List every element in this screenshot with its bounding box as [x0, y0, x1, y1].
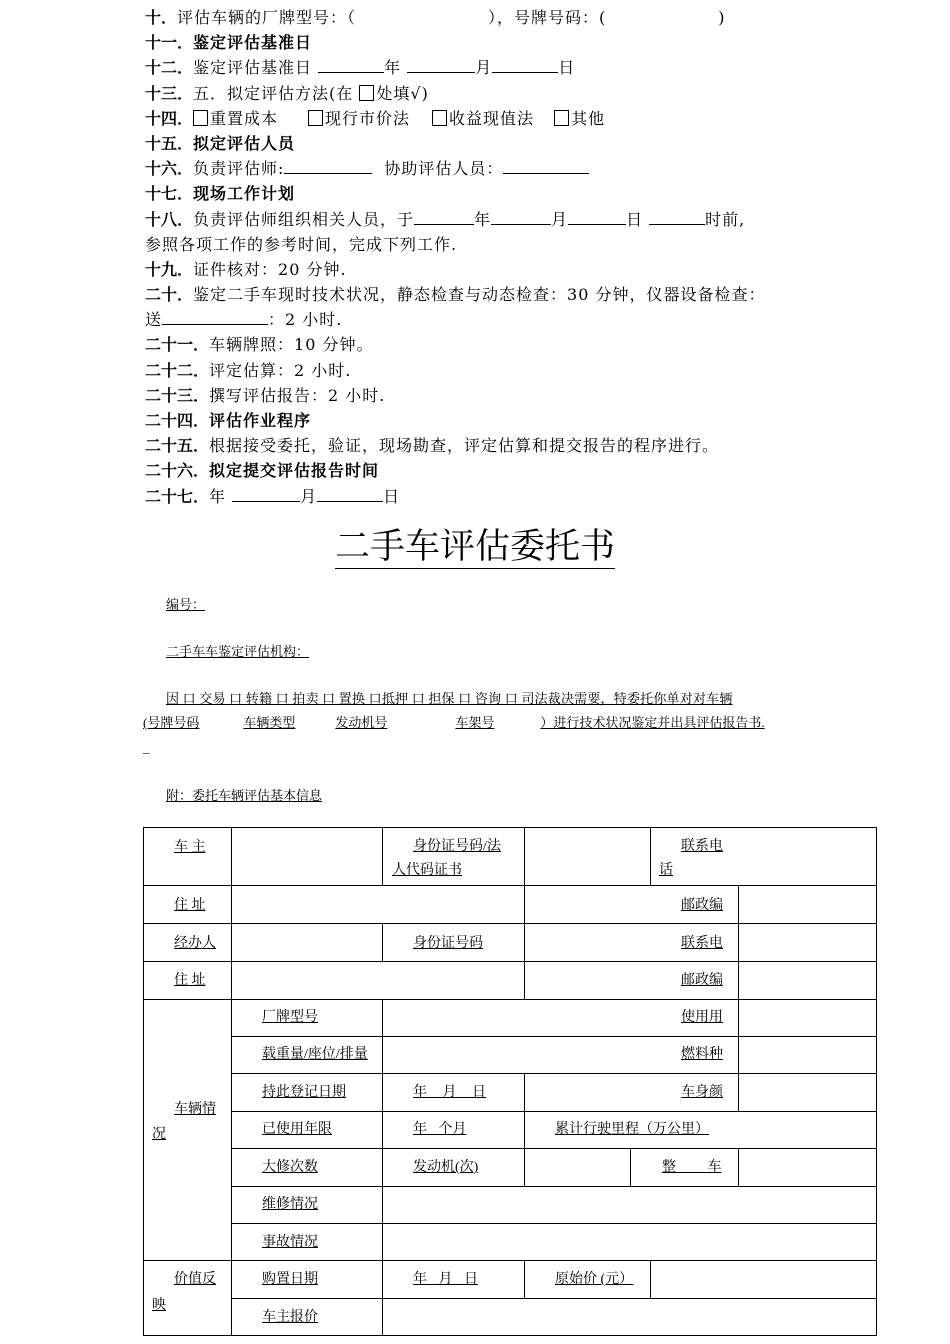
line-15: 十五．拟定评估人员 [145, 133, 296, 153]
agency-line: 二手车车鉴定评估机构： [166, 644, 310, 659]
whole-car-label: 整 车 [662, 1160, 722, 1175]
postcode2-label: 邮政编 [681, 973, 723, 988]
purchase-date-value: 年 月 日 [413, 1272, 478, 1287]
line-26: 二十六．拟定提交评估报告时间 [145, 461, 380, 481]
agent-label: 经办人 [174, 936, 216, 951]
use-label: 使用用 [681, 1010, 723, 1025]
blank-day[interactable] [317, 485, 383, 502]
checkbox-replacement-cost[interactable] [193, 110, 208, 126]
line-18: 十八．负责评估师组织相关人员，于 年 月 日 时前, [145, 209, 746, 229]
postcode-label: 邮政编 [681, 898, 723, 913]
line-10: 十．评估车辆的厂牌型号：（ ），号牌号码：( ) [145, 8, 726, 27]
blank-day[interactable] [568, 208, 626, 225]
checkbox-income-value[interactable] [432, 110, 447, 126]
dash-mark: _ [143, 740, 150, 755]
id-code-label-1: 身份证号码/法 [413, 839, 501, 854]
address2-label: 住 址 [174, 973, 206, 988]
line-12: 十二．鉴定评估基准日 年 月 日 [145, 58, 576, 78]
blank-day[interactable] [492, 56, 558, 73]
mileage-label: 累计行驶里程（万公里） [555, 1122, 709, 1137]
years-used-value: 年 个月 [413, 1122, 467, 1137]
line-17: 十七．现场工作计划 [145, 184, 296, 204]
vehicle-label-2: 况 [152, 1127, 166, 1142]
line-20b: 送 ：2 小时. [145, 310, 343, 330]
checkbox-icon [359, 85, 374, 101]
line-16: 十六．负责评估师: 协助评估人员： [145, 156, 945, 181]
contact-label: 联系电 [681, 936, 723, 951]
line-21: 二十一．车辆牌照：10 分钟。 [145, 335, 374, 355]
fuel-label: 燃料种 [681, 1047, 723, 1062]
vehicle-info-table [143, 827, 877, 1336]
phone-label-1: 联系电 [681, 839, 723, 854]
line-11: 十一．鉴定评估基准日 [145, 33, 313, 53]
blank-send[interactable] [162, 308, 268, 325]
blank-month[interactable] [491, 208, 551, 225]
blank-month[interactable] [232, 485, 300, 502]
line-22: 二十二．评定估算：2 小时. [145, 360, 352, 380]
line-27: 二十七．年 月 日 [145, 486, 401, 506]
reason-line-2: (号牌号码 车辆类型 发动机号 车架号 ）进行技术状况鉴定并出具评估报告书. [143, 715, 765, 730]
owner-label: 车 主 [174, 840, 206, 855]
overhaul-label: 大修次数 [262, 1160, 318, 1175]
line-14: 十四． 重置成本 现行市价法 收益现值法 其他 [145, 108, 606, 128]
line-24: 二十四．评估作业程序 [145, 411, 312, 430]
reg-date-value: 年 月 日 [413, 1085, 486, 1100]
address-label: 住 址 [174, 898, 206, 913]
purchase-date-label: 购置日期 [262, 1272, 318, 1287]
value-label-2: 映 [152, 1298, 166, 1313]
owner-price-label: 车主报价 [262, 1310, 318, 1325]
blank-month[interactable] [407, 56, 475, 73]
line-20: 二十．鉴定二手车现时技术状况，静态检查与动态检查：30 分钟，仪器设备检查： [145, 285, 766, 305]
assessment-outline [145, 5, 945, 509]
blank-assistants[interactable] [503, 157, 589, 174]
accident-label: 事故情况 [262, 1235, 318, 1250]
document-title: 二手车评估委托书 [334, 527, 615, 567]
line-18b: 参照各项工作的参考时间，完成下列工作. [145, 234, 458, 254]
attachment-caption: 附：委托车辆评估基本信息 [166, 788, 323, 803]
blank-year[interactable] [414, 208, 474, 225]
blank-hour[interactable] [649, 208, 705, 225]
years-used-label: 已使用年限 [262, 1122, 332, 1137]
line-19: 十九．证件核对：20 分钟. [145, 259, 347, 279]
line-23: 二十三．撰写评估报告：2 小时. [145, 385, 386, 405]
checkbox-other[interactable] [554, 110, 569, 126]
id-code-label-2: 人代码证书 [392, 863, 462, 878]
checkbox-market-price[interactable] [308, 110, 323, 126]
blank-lead-appraiser[interactable] [284, 157, 372, 174]
vehicle-label-1: 车辆情 [174, 1102, 216, 1117]
serial-number: 编号： [166, 597, 206, 612]
brand-model-label: 厂牌型号 [262, 1010, 318, 1025]
reg-date-label: 持此登记日期 [262, 1085, 346, 1100]
reason-line-1: 因 口 交易 口 转籍 口 拍卖 口 置换 口抵押 口 担保 口 咨询 口 司法裁决需要，特委托你单对对车辆 [166, 691, 733, 706]
blank-year[interactable] [318, 56, 384, 73]
line-13: 十三．五．拟定评估方法(在 处填√) [145, 83, 429, 103]
color-label: 车身颜 [681, 1085, 723, 1100]
engine-label: 发动机(次) [413, 1160, 479, 1175]
line-25: 二十五．根据接受委托，验证，现场勘查，评定估算和提交报告的程序进行。 [145, 436, 720, 456]
orig-price-label: 原始价 (元） [555, 1272, 634, 1287]
phone-label-2: 话 [659, 863, 673, 878]
id-number-label: 身份证号码 [413, 936, 483, 951]
value-label-1: 价值反 [174, 1272, 216, 1287]
repair-label: 维修情况 [262, 1197, 318, 1212]
load-label: 载重量/座位/排量 [262, 1047, 368, 1062]
